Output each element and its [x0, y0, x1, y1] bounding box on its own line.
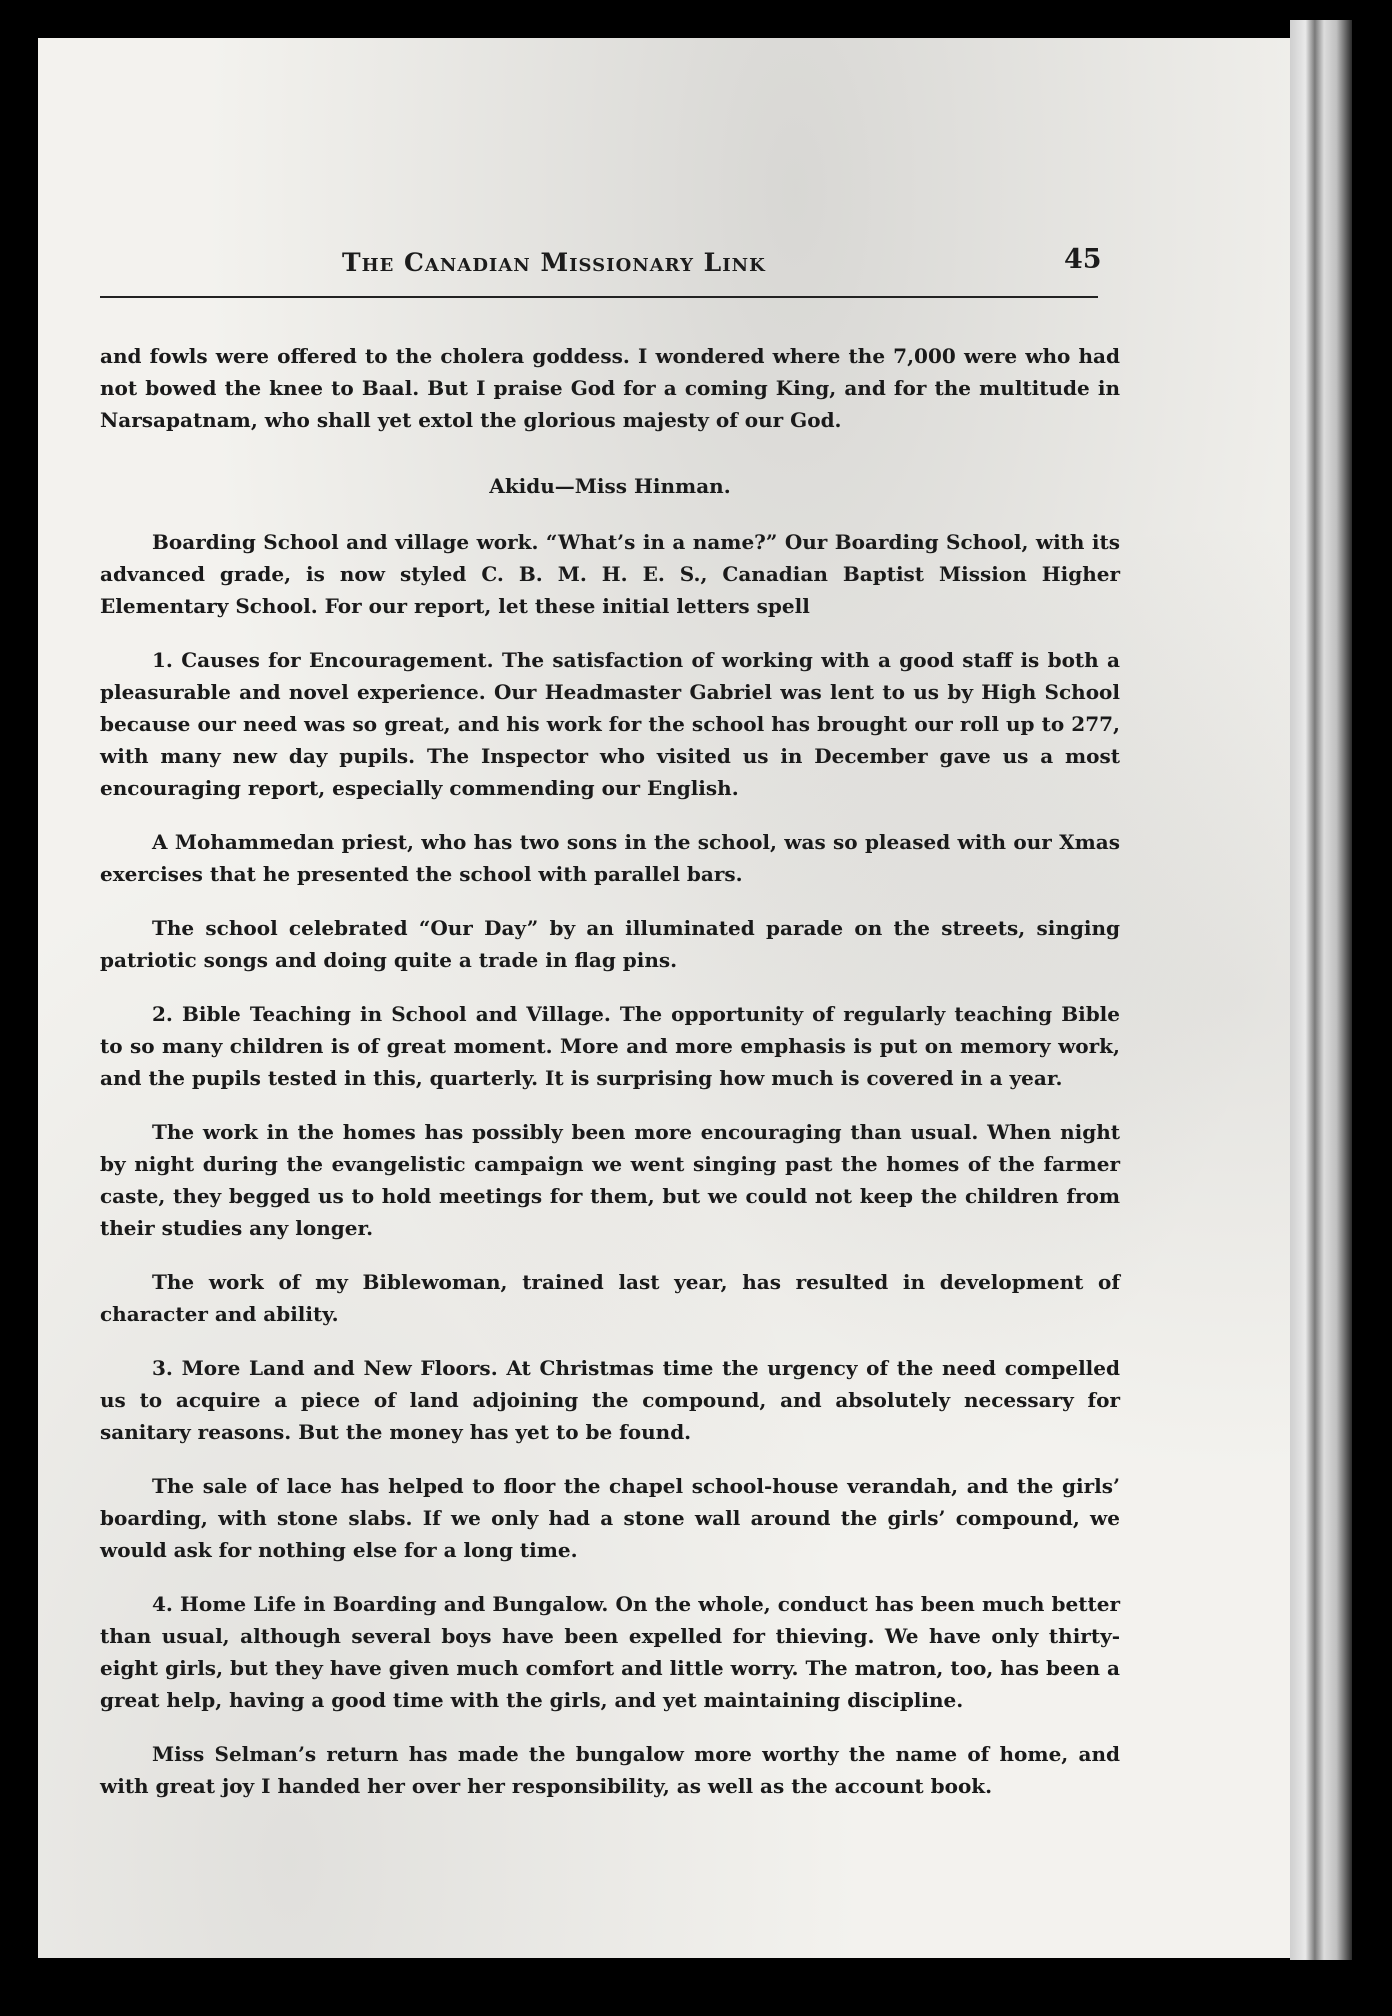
- paragraph-homes-work: The work in the homes has possibly been more encouraging than usual. When night by night during the evangelistic campaign we went singing past the homes of the farmer caste, they begged us to hold meetings for them, but we could not keep the children from their studies any longer.: [100, 1120, 1120, 1240]
- paragraph-our-day: The school celebrated “Our Day” by an illuminated parade on the streets, singing patriotic songs and doing quite a trade in flag pins.: [100, 916, 1120, 972]
- page-header: [102, 244, 1102, 298]
- paragraph-miss-selman: Miss Selman’s return has made the bungalow more worthy the name of home, and with great joy I handed her over her responsibility, as well as the account book.: [100, 1742, 1120, 1798]
- paragraph-biblewoman: The work of my Biblewoman, trained last year, has resulted in development of character and ability.: [100, 1270, 1120, 1326]
- paragraph-land-floors: 3. More Land and New Floors. At Christmas time the urgency of the need compelled us to acquire a piece of land adjoining the compound, and absolutely necessary for sanitary reasons. But the money has yet to be found.: [100, 1356, 1120, 1444]
- paragraph-mohammedan-priest: A Mohammedan priest, who has two sons in the school, was so pleased with our Xmas exercises that he presented the school with parallel bars.: [100, 830, 1120, 886]
- page-edge-shadow: [1290, 20, 1352, 1960]
- running-head: The Canadian Missionary Link: [342, 248, 766, 277]
- paragraph-intro: Boarding School and village work. “What’s in a name?” Our Boarding School, with its advanced grade, is now styled C. B. M. H. E. S., Canadian Baptist Mission Higher Elementary School. For our report, let these initial letters spell: [100, 530, 1120, 618]
- paragraph-home-life: 4. Home Life in Boarding and Bungalow. On the whole, conduct has been much better than usual, although several boys have been expelled for thieving. We have only thirty-eight girls, but they have given much comfort and little worry. The matron, too, has been a great help, having a good time with the girls, and yet maintaining discipline.: [100, 1592, 1120, 1712]
- section-heading: Akidu—Miss Hinman.: [489, 474, 731, 498]
- page-number: 45: [1064, 244, 1102, 275]
- article-body: [100, 340, 1120, 1824]
- paragraph-lace-sale: The sale of lace has helped to floor the chapel school-house verandah, and the girls’ boarding, with stone slabs. If we only had a stone wall around the girls’ compound, we would ask for nothing else for a long time.: [100, 1474, 1120, 1562]
- paragraph-encouragement: 1. Causes for Encouragement. The satisfaction of working with a good staff is both a pleasurable and novel experience. Our Headmaster Gabriel was lent to us by High School because our need was so great, and his work for the school has brought our roll up to 277, with many new day pupils. The Inspector who visited us in December gave us a most encouraging report, especially commending our English.: [100, 648, 1120, 800]
- paragraph-bible-teaching: 2. Bible Teaching in School and Village. The opportunity of regularly teaching Bible to so many children is of great moment. More and more emphasis is put on memory work, and the pupils tested in this, quarterly. It is surprising how much is covered in a year.: [100, 1002, 1120, 1090]
- continuation-paragraph: and fowls were offered to the cholera goddess. I wondered where the 7,000 were who had not bowed the knee to Baal. But I praise God for a coming King, and for the multitude in Narsapatnam, who shall yet extol the glorious majesty of our God.: [100, 344, 1120, 432]
- header-rule: [100, 296, 1098, 298]
